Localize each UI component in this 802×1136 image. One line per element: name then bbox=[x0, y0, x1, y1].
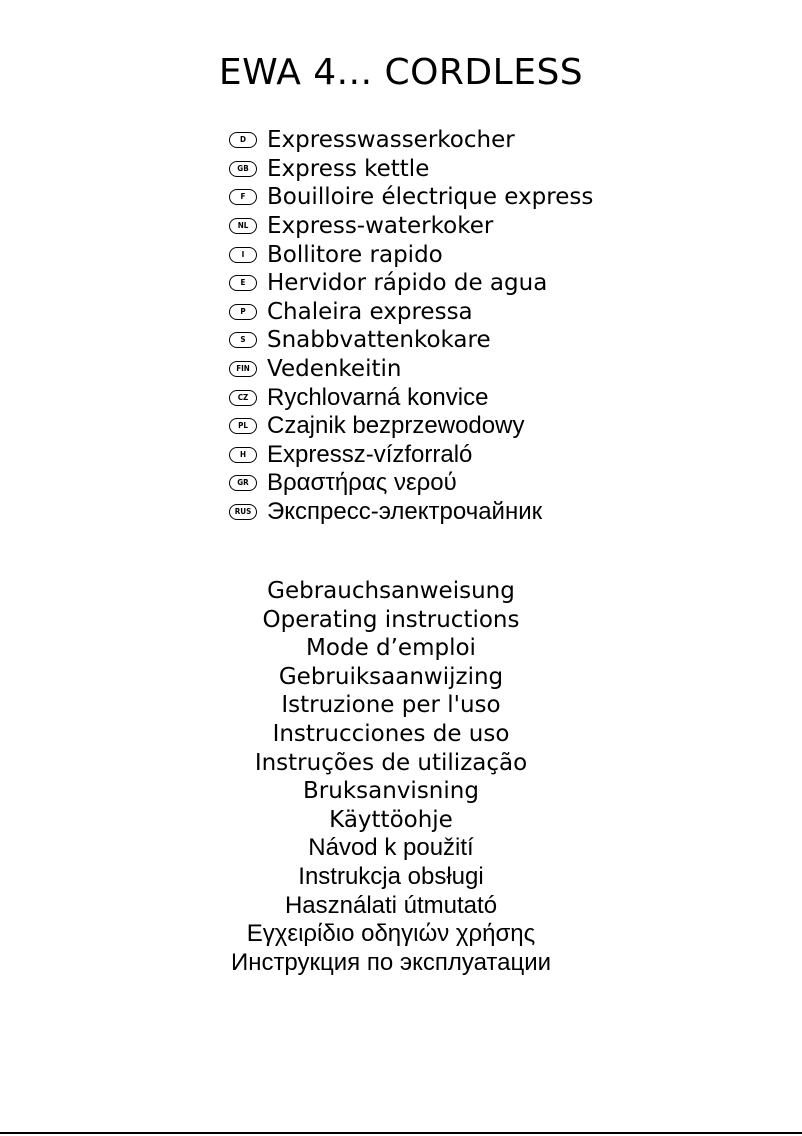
country-code-badge: H bbox=[229, 447, 257, 463]
language-item bbox=[229, 126, 593, 155]
language-item bbox=[229, 298, 593, 327]
product-name: Expresswasserkocher bbox=[267, 127, 515, 154]
instructions-title: Návod k použití bbox=[308, 834, 474, 862]
product-name: Bouilloire électrique express bbox=[267, 184, 594, 211]
instructions-list bbox=[0, 577, 782, 977]
country-code-badge: RUS bbox=[229, 504, 257, 520]
language-item bbox=[229, 155, 593, 184]
language-item bbox=[229, 441, 593, 470]
product-name: Экспресс-электрочайник bbox=[267, 498, 543, 526]
language-item bbox=[229, 383, 593, 412]
country-code-badge: PL bbox=[229, 418, 257, 434]
product-name: Hervidor rápido de agua bbox=[267, 270, 548, 297]
country-code-badge: F bbox=[229, 189, 257, 205]
country-code-badge: NL bbox=[229, 218, 257, 234]
instructions-title: Gebruiksaanwijzing bbox=[278, 663, 504, 690]
instructions-title: Instrucciones de uso bbox=[272, 720, 510, 747]
country-code-badge: FIN bbox=[229, 361, 257, 377]
country-code-badge: S bbox=[229, 332, 257, 348]
instructions-title: Gebrauchsanweisung bbox=[267, 578, 515, 604]
country-code-badge: GR bbox=[229, 475, 257, 491]
document-title: EWA 4... CORDLESS bbox=[218, 52, 584, 93]
country-code-badge: E bbox=[229, 275, 257, 291]
language-item bbox=[229, 355, 593, 384]
instructions-title: Istruzione per l'uso bbox=[281, 692, 501, 719]
language-item bbox=[229, 212, 593, 241]
country-code-badge: CZ bbox=[229, 390, 257, 406]
country-code-badge: GB bbox=[229, 161, 257, 177]
instructions-title: Mode d’emploi bbox=[306, 635, 476, 662]
product-name: Expressz-vízforraló bbox=[267, 440, 473, 468]
product-name: Snabbvattenkokare bbox=[267, 327, 491, 354]
bottom-rule bbox=[0, 1132, 802, 1134]
language-item bbox=[229, 412, 593, 441]
language-item bbox=[229, 240, 593, 269]
language-list bbox=[229, 126, 593, 526]
country-code-badge: P bbox=[229, 304, 257, 320]
product-name: Βραστήρας νερού bbox=[267, 469, 457, 497]
instructions-title: Инструкция по эксплуатации bbox=[230, 948, 552, 976]
product-name: Chaleira expressa bbox=[267, 298, 473, 325]
instructions-title: Käyttöohje bbox=[329, 806, 453, 833]
product-name: Bollitore rapido bbox=[267, 241, 443, 268]
language-item bbox=[229, 498, 593, 527]
product-name: Express kettle bbox=[267, 155, 430, 182]
instructions-title: Használati útmutató bbox=[284, 891, 498, 919]
product-name: Rychlovarná konvice bbox=[267, 383, 489, 411]
language-item bbox=[229, 269, 593, 298]
instructions-title: Instruções de utilização bbox=[254, 749, 528, 776]
product-name: Express-waterkoker bbox=[267, 213, 494, 240]
language-item bbox=[229, 326, 593, 355]
country-code-badge: I bbox=[229, 247, 257, 263]
instructions-title: Operating instructions bbox=[262, 606, 520, 633]
country-code-badge: D bbox=[229, 132, 257, 148]
product-name: Czajnik bezprzewodowy bbox=[267, 412, 525, 440]
instructions-title: Bruksanvisning bbox=[303, 778, 479, 805]
product-name: Vedenkeitin bbox=[267, 356, 402, 383]
instructions-title: Εγχειρίδιο οδηγιών χρήσης bbox=[246, 920, 536, 948]
language-item bbox=[229, 469, 593, 498]
language-item bbox=[229, 183, 593, 212]
instructions-title: Instrukcja obsługi bbox=[298, 862, 484, 890]
